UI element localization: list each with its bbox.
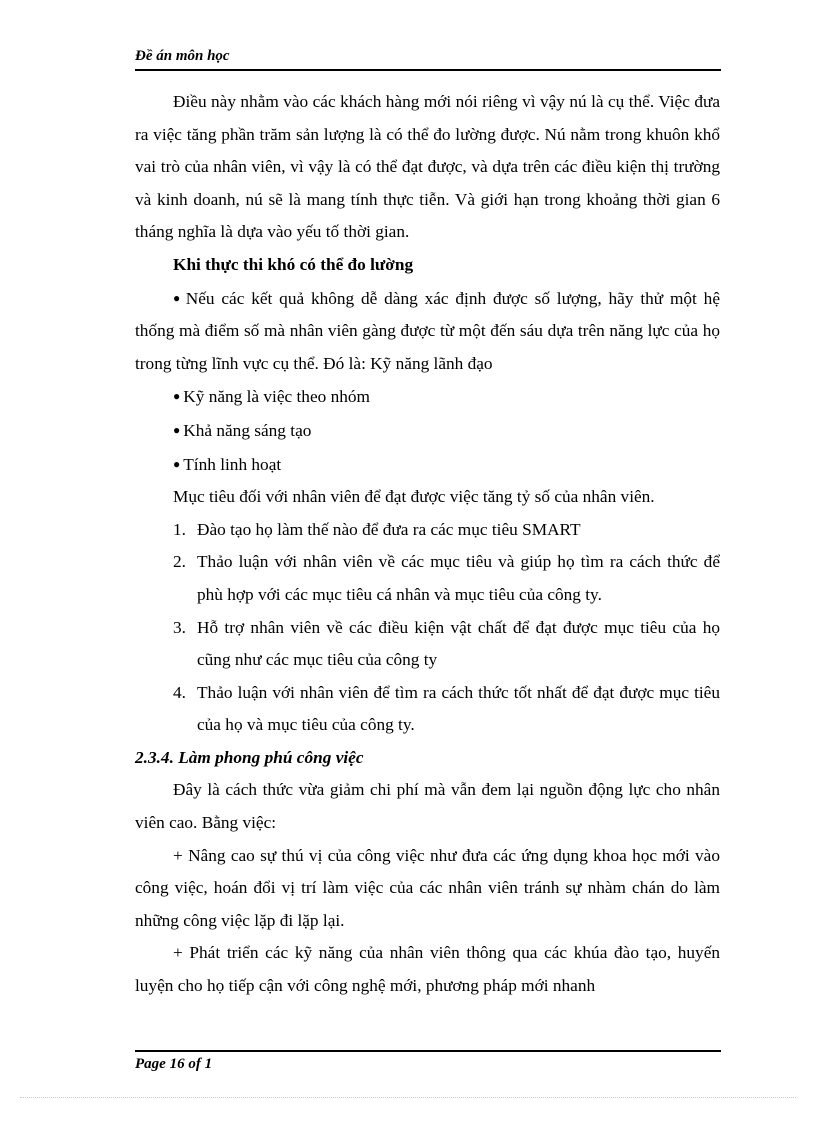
item-text: Hỗ trợ nhân viên về các điều kiện vật chất để đạt được mục tiêu của họ cũng như các mục tiêu của công ty xyxy=(197,617,720,670)
page-bottom-border xyxy=(20,1097,796,1098)
section-title: 2.3.4. Làm phong phú công việc xyxy=(135,747,364,767)
bullet-dot-icon: ● xyxy=(173,422,181,437)
paragraph-smart-example: Điều này nhằm vào các khách hàng mới nói riêng vì vậy nú là cụ thể. Việc đưa ra việc tăng phần trăm sản lượng là có thể đo lường được. Nú nằm trong khuôn khổ vai trò của nhân viên, vì vậy là có thể đạt được, và dựa trên các điều kiện thị trường và kinh doanh, nú sẽ là mang tính thực tiễn. Và giới hạn trong khoảng thời gian 6 tháng nghĩa là dựa vào yếu tố thời gian. xyxy=(135,92,720,242)
bullet-item-text: Kỹ năng là việc theo nhóm xyxy=(183,387,370,407)
bullet-item xyxy=(135,414,720,448)
item-text: Đào tạo họ làm thế nào để đưa ra các mục tiêu SMART xyxy=(197,519,581,539)
item-number: 1. xyxy=(173,519,186,539)
item-number: 4. xyxy=(173,682,186,702)
numbered-item xyxy=(135,677,720,742)
bullet-intro xyxy=(135,282,720,381)
item-text: Thảo luận với nhân viên về các mục tiêu và giúp họ tìm ra cách thức để phù hợp với các mục tiêu cá nhân và mục tiêu của công ty. xyxy=(197,552,720,604)
item-text: Thảo luận với nhân viên để tìm ra cách thức tốt nhất để đạt được mục tiêu của họ và mục tiêu của công ty. xyxy=(197,682,720,735)
bullet-item xyxy=(135,448,720,482)
page-header-title: Đề án môn học xyxy=(135,48,230,64)
bullet-intro-text: Nếu các kết quả không dễ dàng xác định được số lượng, hãy thử một hệ thống mà điểm số mà nhân viên gàng được từ một đến sáu dựa trên năng lực của họ trong từng lĩnh vực cụ thể. Đó là: Kỹ năng lãnh đạo xyxy=(135,288,720,373)
goal-line: Mục tiêu đối với nhân viên để đạt được việc tăng tỷ số của nhân viên. xyxy=(173,487,655,507)
numbered-item xyxy=(135,546,720,611)
paragraph-point-1: + Nâng cao sự thú vị của công việc như đưa các ứng dụng khoa học mới vào công việc, hoán đổi vị trí làm việc của các nhân viên tránh sự nhàm chán do làm những công việc lặp đi lặp lại. xyxy=(135,845,720,930)
bullet-dot-icon: ● xyxy=(173,290,183,305)
numbered-item xyxy=(135,612,720,677)
header-divider xyxy=(135,69,721,71)
item-number: 3. xyxy=(173,617,186,637)
bullet-item xyxy=(135,380,720,414)
numbered-item xyxy=(135,514,720,547)
item-number: 2. xyxy=(173,552,186,572)
page-number-label: Page 16 of 1 xyxy=(135,1056,213,1072)
bullet-item-text: Tính linh hoạt xyxy=(183,454,282,474)
document-body xyxy=(135,86,720,1003)
paragraph-point-2: + Phát triển các kỹ năng của nhân viên thông qua các khúa đào tạo, huyến luyện cho họ tiếp cận với công nghệ mới, phương pháp mới nhanh xyxy=(135,943,720,996)
subheading-hard-to-measure: Khi thực thi khó có thể đo lường xyxy=(173,254,414,274)
bullet-dot-icon: ● xyxy=(173,389,181,404)
bullet-item-text: Khả năng sáng tạo xyxy=(183,420,312,440)
paragraph-intro: Đây là cách thức vừa giảm chi phí mà vẫn đem lại nguồn động lực cho nhân viên cao. Bằng việc: xyxy=(135,780,720,833)
bullet-dot-icon: ● xyxy=(173,456,181,471)
footer-divider xyxy=(135,1050,721,1052)
